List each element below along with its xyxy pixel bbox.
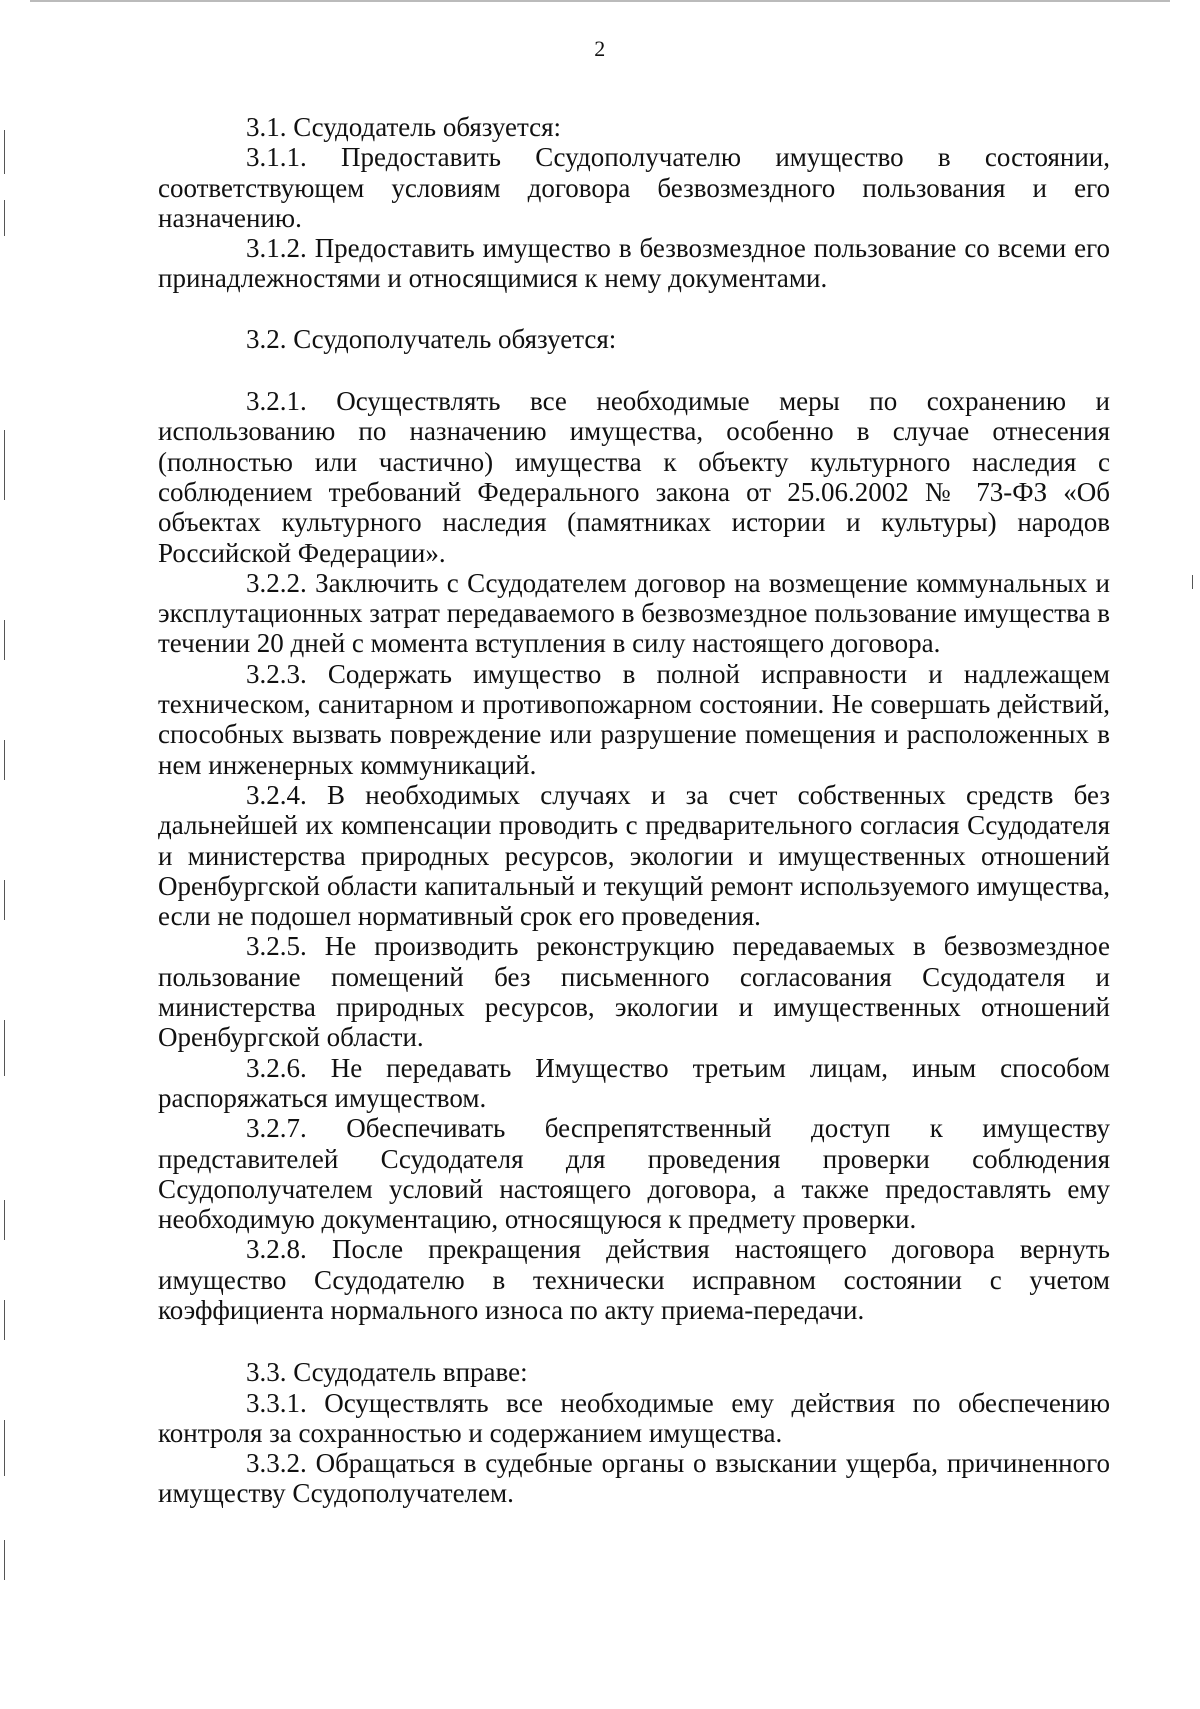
scan-artifact bbox=[1192, 575, 1193, 589]
clause-3-1-1: 3.1.1. Предоставить Ссудополучателю имущество в состоянии, соответствующем условиям договора безвозмездного пользования и его назначению. bbox=[158, 142, 1110, 233]
section-spacer bbox=[158, 294, 1110, 324]
scan-artifact bbox=[4, 1020, 5, 1076]
section-3-3-heading: 3.3. Ссудодатель вправе: bbox=[246, 1357, 528, 1388]
clause-3-2-4: 3.2.4. В необходимых случаях и за счет собственных средств без дальнейшей их компенсации проводить с предварительного согласия Ссудодателя и министерства природных ресурсов, экологии и имущественных отношений Оренбургской области капитальный и текущий ремонт используемого имущества, если не подошел нормативный срок его проведения. bbox=[158, 779, 1110, 932]
scan-artifact bbox=[4, 740, 5, 780]
page-number: 2 bbox=[594, 36, 606, 61]
clause-3-1-2: 3.1.2. Предоставить имущество в безвозмездное пользование со всеми его принадлежностями и относящимися к нему документами. bbox=[158, 233, 1110, 294]
clause-3-3-1: 3.3.1. Осуществлять все необходимые ему действия по обеспечению контроля за сохранностью и содержанием имущества. bbox=[158, 1387, 1110, 1448]
scan-artifact bbox=[4, 1200, 5, 1240]
clause-3-2-3: 3.2.3. Содержать имущество в полной исправности и надлежащем техническом, санитарном и противопожарном состоянии. Не совершать действий, способных вызвать повреждение или разрушение помещения и расположенных в нем инженерных коммуникаций. bbox=[158, 658, 1110, 780]
clause-3-2-8: 3.2.8. После прекращения действия настоящего договора вернуть имущество Ссудодателю в технически исправном состоянии с учетом коэффициента нормального износа по акту приема-передачи. bbox=[158, 1234, 1110, 1325]
section-spacer bbox=[158, 1325, 1110, 1357]
scan-artifact bbox=[4, 880, 5, 920]
clause-3-2-1: 3.2.1. Осуществлять все необходимые меры по сохранению и использованию по назначению имущества, особенно в случае отнесения (полностью или частично) имущества к объекту культурного наследия с соблюдением требований Федерального закона от 25.06.2002 № 73-ФЗ «Об объектах культурного наследия (памятниках истории и культуры) народов Российской Федерации». bbox=[158, 386, 1110, 568]
clause-3-2-2: 3.2.2. Заключить с Ссудодателем договор на возмещение коммунальных и эксплутационных затрат передаваемого в безвозмездное пользование имущества в течении 20 дней с момента вступления в силу настоящего договора. bbox=[158, 567, 1110, 659]
scan-artifact bbox=[4, 620, 5, 660]
clause-3-3-2: 3.3.2. Обращаться в судебные органы о взыскании ущерба, причиненного имуществу Ссудополучателем. bbox=[158, 1448, 1110, 1509]
section-spacer bbox=[158, 354, 1110, 386]
scan-top-border bbox=[30, 0, 1170, 2]
clause-3-2-5: 3.2.5. Не производить реконструкцию передаваемых в безвозмездное пользование помещений без письменного согласования Ссудодателя и министерства природных ресурсов, экологии и имущественных отношений Оренбургской области. bbox=[158, 931, 1110, 1053]
section-3-1-heading: 3.1. Ссудодатель обязуется: bbox=[246, 112, 562, 142]
scan-artifact bbox=[4, 200, 5, 236]
scan-artifact bbox=[4, 130, 5, 174]
scan-artifact bbox=[4, 430, 5, 500]
scan-artifact bbox=[4, 1540, 5, 1580]
scan-artifact bbox=[4, 1300, 5, 1340]
section-3-2-heading: 3.2. Ссудополучатель обязуется: bbox=[246, 323, 617, 354]
clause-3-2-6: 3.2.6. Не передавать Имущество третьим лицам, иным способом распоряжаться имуществом. bbox=[158, 1052, 1110, 1113]
scan-artifact bbox=[4, 1420, 5, 1476]
document-body bbox=[158, 112, 1110, 1509]
clause-3-2-7: 3.2.7. Обеспечивать беспрепятственный доступ к имуществу представителей Ссудодателя для проведения проверки соблюдения Ссудополучателем условий настоящего договора, а также предоставлять ему необходимую документацию, относящуюся к предмету проверки. bbox=[158, 1113, 1110, 1235]
